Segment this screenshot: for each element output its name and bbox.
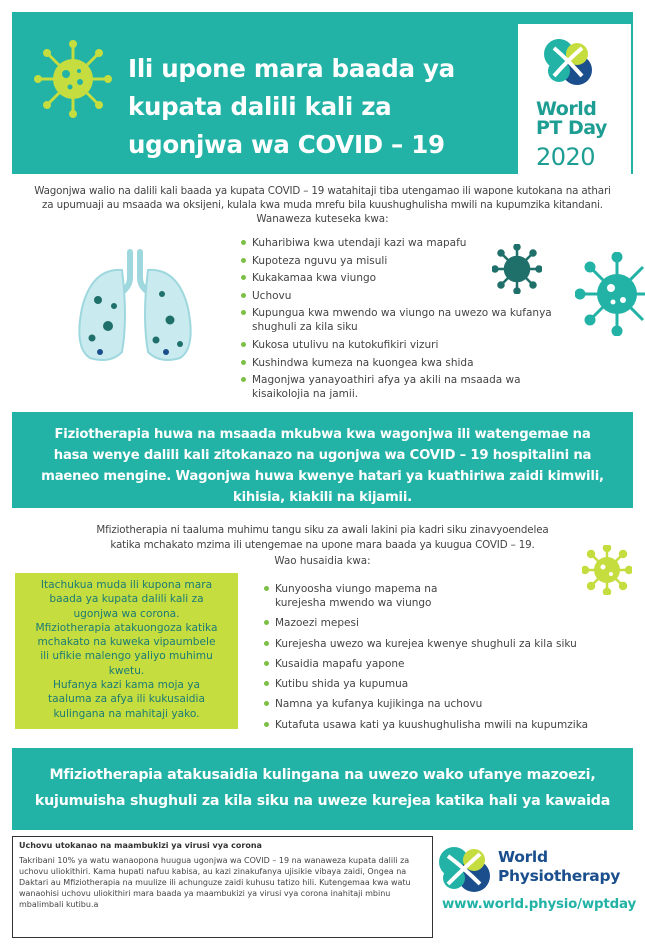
- world-physiotherapy-wordmark: [498, 848, 620, 886]
- virus-icon: [34, 40, 112, 118]
- list-item: Uchovu: [240, 289, 560, 303]
- list-item: Kutibu shida ya kupumua: [263, 677, 633, 691]
- list-item: Kukosa utulivu na kutokufikiri vizuri: [240, 338, 560, 352]
- list-item: Kupungua kwa mwendo wa viungo na uwezo wa kufanya shughuli za kila siku: [240, 306, 560, 334]
- world-physiotherapy-logo-icon: [434, 842, 494, 896]
- banner-line: Fiziotherapia huwa na msaada mkubwa kwa wagonjwa ili watengemae na: [54, 427, 591, 442]
- banner-line: kihisia, kiakili na kijamii.: [233, 490, 412, 505]
- callout-line: mchakato na kuweka vipaumbele: [37, 636, 216, 649]
- list-item: Kushindwa kumeza na kuongea kwa shida: [240, 356, 560, 370]
- intro-line: za upumuaji au msaada wa oksijeni, kulala kwa muda mrefu bila kuushughulisha mwili na kupumzika kitandani.: [42, 199, 603, 211]
- brand-line: PT Day: [536, 117, 607, 139]
- globe-logo-icon: [540, 34, 596, 90]
- list-item: Namna ya kufanya kujikinga na uchovu: [263, 697, 633, 711]
- recovery-callout: [15, 573, 238, 729]
- callout-line: kulingana na mahitaji yako.: [53, 707, 200, 720]
- world-pt-day-logo: [518, 24, 631, 174]
- callout-line: baada ya kupata dalili kali za: [49, 593, 204, 606]
- paragraph-line: katika mchakato mzima ili utengemae na upone mara baada ya kuugua COVID – 19.: [110, 539, 535, 551]
- list-item: Kusaidia mapafu yapone: [263, 657, 633, 671]
- title-line: kupata dalili kali za: [128, 92, 392, 121]
- callout-line: kwetu.: [108, 664, 145, 677]
- title-line: Ili upone mara baada ya: [128, 54, 455, 83]
- list-item: Magonjwa yanayoathiri afya ya akili na msaada wa kisaikolojia na jamii.: [240, 373, 560, 401]
- callout-line: Hufanya kazi kama moja ya: [52, 679, 201, 692]
- lungs-icon: [70, 248, 200, 366]
- website-link[interactable]: www.world.physio/wptday: [442, 897, 636, 912]
- list-item: Kuharibiwa kwa utendaji kazi wa mapafu: [240, 236, 560, 250]
- list-item: Kurejesha uwezo wa kurejea kwenye shughuli za kila siku: [263, 637, 633, 651]
- callout-line: Itachukua muda ili kupona mara: [40, 579, 213, 591]
- org-line: World: [498, 848, 548, 866]
- org-line: Physiotherapy: [498, 867, 621, 885]
- helps-list: [263, 582, 633, 738]
- list-item: Kunyoosha viungo mapema na kurejesha mwendo wa viungo: [263, 582, 633, 610]
- callout-line: ugonjwa wa corona.: [73, 607, 180, 620]
- intro-line: Wagonjwa walio na dalili kali baada ya kupata COVID – 19 watahitaji tiba utengamao ili wapone kutokana na athari: [34, 185, 611, 197]
- list-item: Kukakamaa kwa viungo: [240, 271, 560, 285]
- list-item: Kupoteza nguvu ya misuli: [240, 254, 560, 268]
- banner-line: hasa wenye dalili kali zitokanazo na ugonjwa wa COVID – 19 hospitalini na: [53, 448, 592, 463]
- note-title: Uchovu utokanao na maambukizi ya virusi vya corona: [19, 841, 262, 850]
- header-banner: [12, 12, 633, 174]
- note-text: Takribani 10% ya watu wanaopona huugua ugonjwa wa COVID – 19 na wanaweza kupata dalili za uchovu uliokithiri. Kama hupati nafuu kabisa, au kazi zinakufanya ujisikie vibaya zaidi, Ongea na Daktari au Mfiziotherapia na muulize ili achunguze zaidi kuhusu tatizo hili. Kutengemaa kwa watu wanaohisi uchovu uliokithiri mara baada ya maambukizi ya virusi vya corona inahitaji mbinu mbalimbali kutibu.a: [19, 856, 411, 909]
- virus-icon: [492, 244, 542, 294]
- banner-line: kujumuisha shughuli za kila siku na uweze kurejea katika hali ya kawaida: [34, 793, 611, 809]
- virus-icon: [582, 545, 632, 595]
- title-line: ugonjwa wa COVID – 19: [128, 130, 445, 159]
- brand-line: World: [536, 98, 597, 120]
- physio-paragraph: [12, 523, 633, 553]
- closing-banner: [12, 748, 633, 830]
- banner-line: maeneo mengine. Wagonjwa huwa kwenye hatari ya kuathiriwa zaidi kimwili,: [41, 469, 604, 484]
- helps-heading: Wao husaidia kwa:: [274, 555, 371, 567]
- world-pt-day-wordmark: [536, 100, 607, 138]
- key-message-banner: [12, 412, 633, 508]
- intro-paragraph: [12, 184, 633, 212]
- list-item: Kutafuta usawa kati ya kuushughulisha mwili na kupumzika: [263, 718, 633, 732]
- fatigue-note: [12, 836, 433, 938]
- paragraph-line: Mfiziotherapia ni taaluma muhimu tangu siku za awali lakini pia kadri siku zinavyoendelea: [96, 524, 549, 536]
- effects-heading: Wanaweza kuteseka kwa:: [256, 213, 389, 225]
- virus-icon: [575, 252, 645, 336]
- list-item: Mazoezi mepesi: [263, 616, 633, 630]
- brand-year: 2020: [536, 143, 596, 171]
- callout-line: ili ufikie malengo yaliyo muhimu: [40, 650, 213, 663]
- callout-line: taaluma za afya ili kukusaidia: [48, 693, 205, 706]
- banner-line: Mfiziotherapia atakusaidia kulingana na uwezo wako ufanye mazoezi,: [49, 767, 596, 783]
- page-title: [128, 50, 528, 164]
- callout-line: Mfiziotherapia atakuongoza katika: [35, 621, 218, 634]
